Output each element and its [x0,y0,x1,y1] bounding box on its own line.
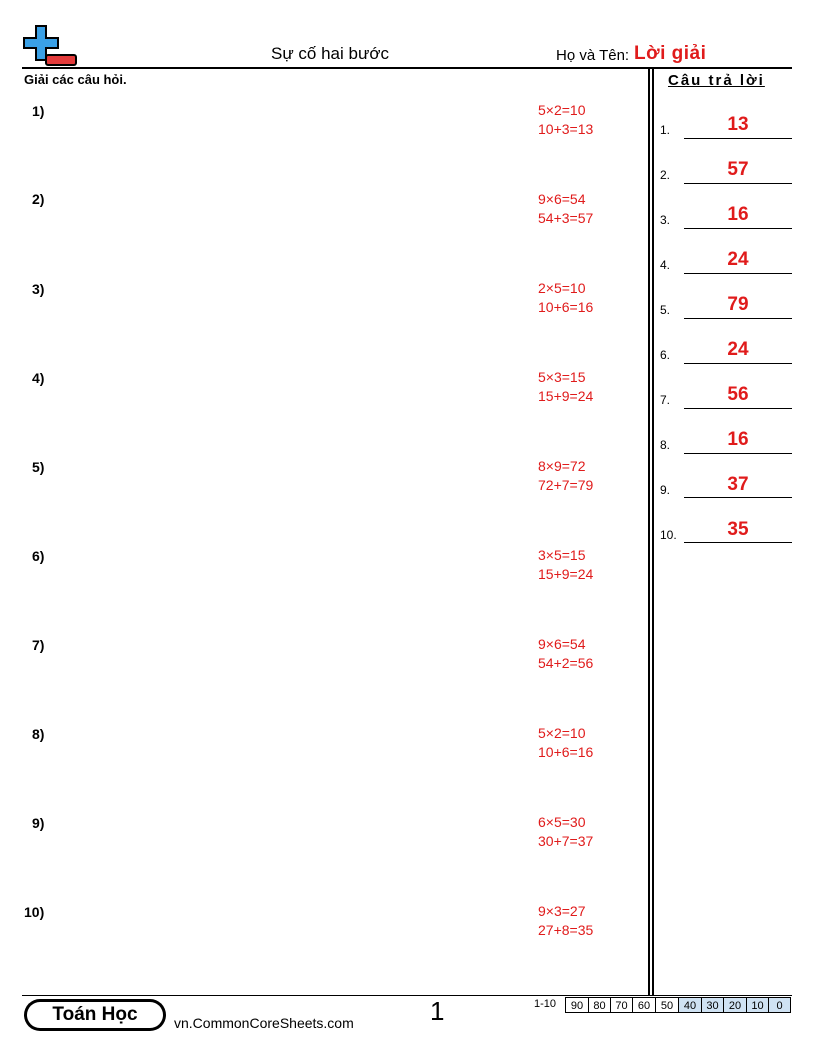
question-work [538,279,593,317]
score-box: 70 [610,997,633,1013]
answer-column-divider-inner [652,68,654,996]
work-step-2: 15+9=24 [538,388,594,404]
question-work [538,724,593,762]
answer-value: 57 [727,159,749,180]
question-number: 4) [32,370,45,386]
answer-number: 6. [660,348,671,362]
answer-value: 79 [727,294,749,315]
score-box-shaded: 0 [768,997,791,1013]
question-number: 10) [24,904,45,920]
score-box: 80 [588,997,611,1013]
question-work [538,813,593,851]
question-number: 6) [32,548,45,564]
score-box-shaded: 30 [701,997,724,1013]
question-work [538,368,593,406]
answer-value: 24 [727,249,749,270]
question-number: 1) [32,103,45,119]
score-box-shaded: 40 [678,997,702,1013]
answer-number: 1. [660,123,671,137]
answer-number: 8. [660,438,671,452]
work-step-1: 5×3=15 [538,369,586,385]
work-step-1: 9×3=27 [538,903,586,919]
work-step-2: 27+8=35 [538,922,594,938]
score-range-label: 1-10 [534,998,557,1010]
question-work [538,546,593,584]
plus-minus-logo-icon [22,24,80,68]
footer-divider [22,995,792,996]
answer-line [684,453,792,454]
question-work [538,902,593,940]
answer-value: 24 [727,339,749,360]
question-number: 8) [32,726,45,742]
answer-line [684,542,792,543]
work-step-1: 9×6=54 [538,191,586,207]
answer-number: 10. [660,528,677,542]
answer-value: 56 [727,384,749,405]
worksheet-title: Sự cố hai bước [270,44,389,63]
answer-value: 35 [727,519,749,540]
answer-line [684,408,792,409]
score-box: 90 [565,997,589,1013]
question-work [538,457,593,495]
answer-line [684,497,792,498]
score-box: 60 [632,997,656,1013]
answer-number: 5. [660,303,671,317]
work-step-2: 10+6=16 [538,744,594,760]
answer-line [684,228,792,229]
work-step-2: 10+6=16 [538,299,594,315]
answer-line [684,363,792,364]
score-box-shaded: 10 [746,997,769,1013]
brand-label: Toán Học [27,1002,163,1028]
page-number: 1 [430,996,445,1026]
answer-number: 3. [660,213,671,227]
question-number: 2) [32,191,45,207]
work-step-2: 54+3=57 [538,210,594,226]
answer-number: 2. [660,168,671,182]
answer-line [684,183,792,184]
question-work [538,635,593,673]
answer-value: 16 [727,429,749,450]
answer-column-divider [648,68,650,996]
work-step-1: 6×5=30 [538,814,586,830]
question-work [538,190,593,228]
answer-number: 9. [660,483,671,497]
answer-value: 13 [727,114,749,135]
question-number: 9) [32,815,45,831]
question-number: 3) [32,281,45,297]
question-work [538,101,593,139]
site-url: vn.CommonCoreSheets.com [174,1015,354,1031]
answer-value: 16 [727,204,749,225]
answer-line [684,138,792,139]
answer-number: 4. [660,258,671,272]
work-step-2: 30+7=37 [538,833,594,849]
work-step-2: 10+3=13 [538,121,594,137]
score-box: 50 [655,997,679,1013]
work-step-1: 9×6=54 [538,636,586,652]
work-step-1: 3×5=15 [538,547,586,563]
answer-number: 7. [660,393,671,407]
work-step-1: 5×2=10 [538,725,586,741]
brand-badge [24,999,166,1031]
work-step-2: 15+9=24 [538,566,594,582]
header-divider [22,67,792,69]
answer-line [684,273,792,274]
instructions: Giải các câu hỏi. [24,72,127,87]
answer-line [684,318,792,319]
work-step-1: 5×2=10 [538,102,586,118]
answers-header: Câu trả lời [668,72,765,89]
name-label: Họ và Tên: [556,47,630,64]
work-step-2: 72+7=79 [538,477,594,493]
work-step-1: 8×9=72 [538,458,586,474]
work-step-2: 54+2=56 [538,655,594,671]
question-number: 5) [32,459,45,475]
answer-value: 37 [727,474,749,495]
question-number: 7) [32,637,45,653]
work-step-1: 2×5=10 [538,280,586,296]
score-box-shaded: 20 [723,997,747,1013]
name-value: Lời giải [634,43,707,64]
